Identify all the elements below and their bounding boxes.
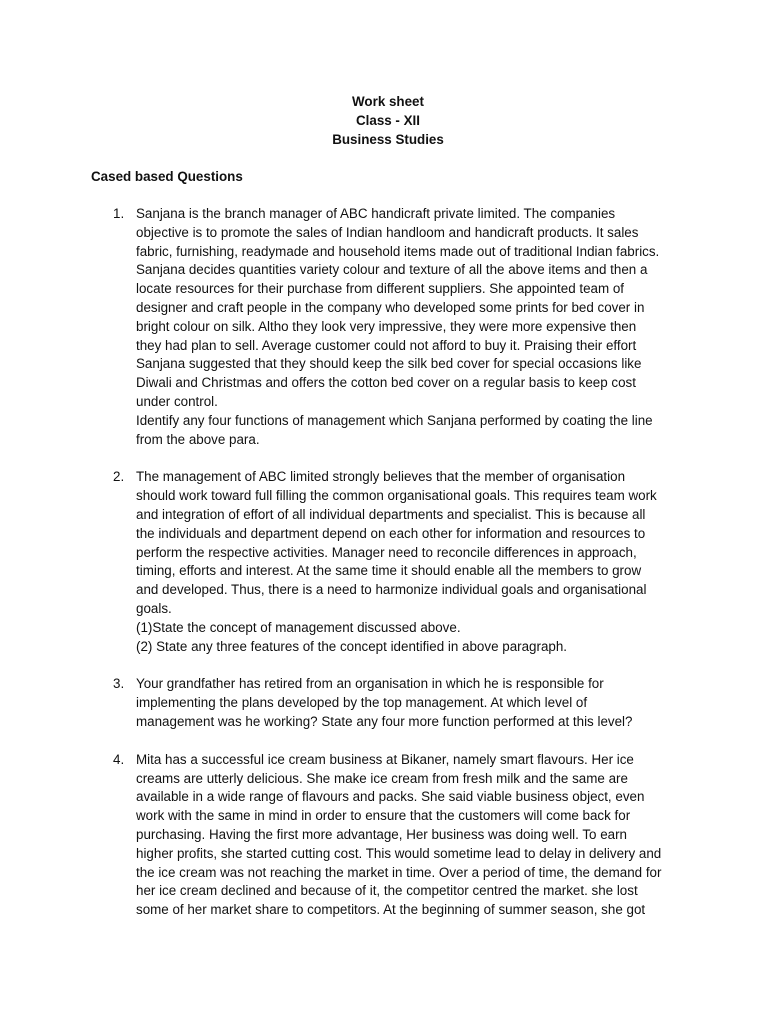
question-3 [0, 675, 768, 731]
question-text-line: from the above para. [136, 431, 260, 447]
question-text [136, 675, 712, 731]
question-text-line: Diwali and Christmas and offers the cotton bed cover on a regular basis to keep cost [136, 375, 636, 391]
question-text-line: and developed. Thus, there is a need to harmonize individual goals and organisational [136, 582, 647, 598]
question-text [136, 468, 712, 656]
question-text-line: work with the same in mind in order to ensure that the customers will come back for [136, 808, 631, 824]
question-text-line: designer and craft people in the company who developed some prints for bed cover in [136, 299, 645, 315]
question-text-line: (2) State any three features of the concept identified in above paragraph. [136, 638, 568, 654]
document-title-block [0, 92, 768, 149]
question-number: 3. [113, 676, 125, 692]
question-text-line: available in a wide range of flavours and packs. She said viable business object, even [136, 789, 645, 805]
question-text-line: objective is to promote the sales of Indian handloom and handicraft products. It sales [136, 224, 639, 240]
question-number: 1. [113, 206, 125, 221]
question-2 [0, 468, 768, 656]
question-text-line: purchasing. Having the first more advantage, Her business was doing well. To earn [136, 826, 628, 842]
question-text-line: locate resources for their purchase from different suppliers. She appointed team of [136, 281, 625, 297]
question-text-line: Sanjana decides quantities variety colour and texture of all the above items and then a [136, 262, 648, 278]
question-text-line: timing, efforts and interest. At the same time it should enable all the members to grow [136, 563, 642, 579]
section-heading: Cased based Questions [91, 169, 243, 184]
question-number: 2. [113, 469, 125, 485]
question-number: 4. [113, 751, 125, 767]
question-1 [0, 205, 768, 449]
question-text-line: implementing the plans developed by the top management. At which level of [136, 695, 588, 711]
question-text-line: the individuals and department depend on each other for information and resources to [136, 525, 646, 541]
question-text-line: (1)State the concept of management discussed above. [136, 619, 461, 635]
question-text-line: fabric, furnishing, readymade and household items made out of traditional Indian fabrics. [136, 243, 660, 259]
question-text-line: perform the respective activities. Manager need to reconcile differences in approach, [136, 544, 637, 560]
question-text-line: they had plan to sell. Average customer could not afford to buy it. Praising their effort [136, 337, 637, 353]
question-list [0, 205, 768, 939]
question-text-line: higher profits, she started cutting cost. This would sometime lead to delay in delivery and [136, 845, 662, 861]
question-text [136, 751, 712, 920]
question-text [136, 205, 712, 449]
class-label: Class - XII [355, 113, 420, 128]
question-text-line: The management of ABC limited strongly believes that the member of organisation [136, 469, 626, 485]
question-text-line: Mita has a successful ice cream business at Bikaner, namely smart flavours. Her ice [136, 751, 634, 767]
question-text-line: should work toward full filling the common organisational goals. This requires team work [136, 488, 657, 504]
question-text-line: management was he working? State any four more function performed at this level? [136, 713, 633, 729]
question-4 [0, 751, 768, 920]
question-text-line: Sanjana is the branch manager of ABC handicraft private limited. The companies [136, 206, 616, 221]
subject-label: Business Studies [332, 132, 444, 147]
question-text-line: bright colour on silk. Altho they look very impressive, they were more expensive then [136, 318, 637, 334]
worksheet-title: Work sheet [352, 94, 424, 109]
question-text-line: Identify any four functions of management which Sanjana performed by coating the line [136, 412, 653, 428]
question-text-line: creams are utterly delicious. She make ice cream from fresh milk and the same are [136, 770, 628, 786]
question-text-line: some of her market share to competitors. At the beginning of summer season, she got [136, 902, 646, 918]
question-text-line: under control. [136, 393, 218, 409]
question-text-line: and integration of effort of all individual departments and specialist. This is because all [136, 506, 646, 522]
question-text-line: Sanjana suggested that they should keep the silk bed cover for special occasions like [136, 356, 642, 372]
question-text-line: the ice cream was not reaching the market in time. Over a period of time, the demand for [136, 864, 662, 880]
question-text-line: Your grandfather has retired from an organisation in which he is responsible for [136, 676, 604, 692]
question-text-line: her ice cream declined and because of it, the competitor centred the market. she lost [136, 883, 638, 899]
question-text-line: goals. [136, 600, 172, 616]
